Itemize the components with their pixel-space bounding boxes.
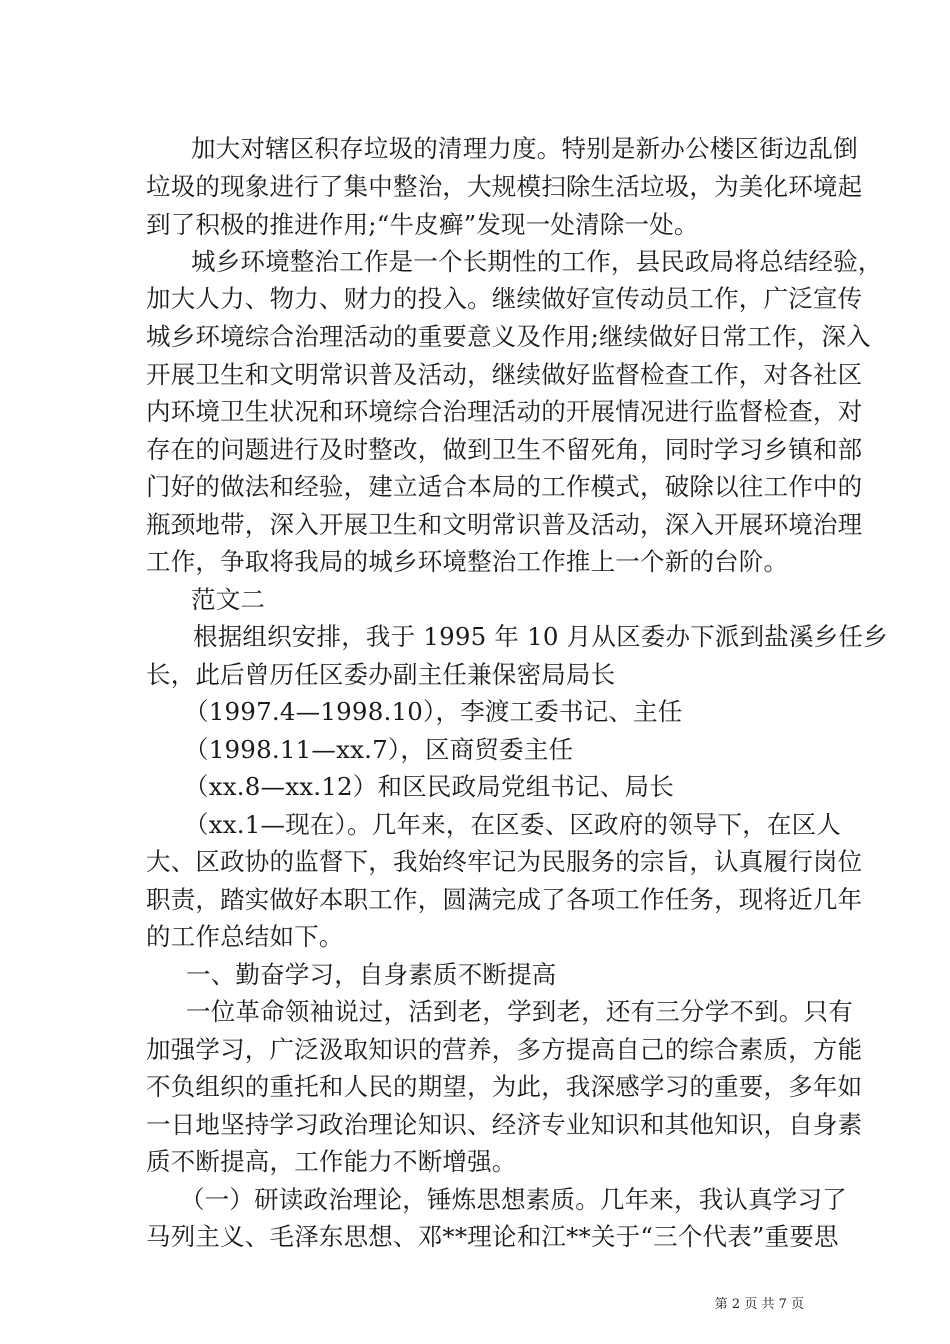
- text-line: 的工作总结如下。: [146, 922, 344, 951]
- text-line: （xx.8—xx.12）和区民政局党组书记、局长: [184, 772, 674, 801]
- text-line: （1998.11—xx.7），区商贸委主任: [184, 735, 574, 764]
- text-line: 垃圾的现象进行了集中整治，大规模扫除生活垃圾，为美化环境起: [146, 172, 863, 201]
- text-line: 加强学习，广泛汲取知识的营养，多方提高自己的综合素质，方能: [146, 1035, 863, 1064]
- text-line: 工作，争取将我局的城乡环境整治工作推上一个新的台阶。: [146, 547, 789, 576]
- text-line: 门好的做法和经验，建立适合本局的工作模式，破除以往工作中的: [146, 472, 863, 501]
- section-heading: 范文二: [191, 585, 266, 614]
- text-line: 开展卫生和文明常识普及活动，继续做好监督检查工作，对各社区: [146, 360, 863, 389]
- text-line: 到了积极的推进作用;“牛皮癣”发现一处清除一处。: [146, 210, 699, 239]
- text-line: 城乡环境综合治理活动的重要意义及作用;继续做好日常工作，深入: [146, 322, 871, 351]
- text-line: 职责，踏实做好本职工作，圆满完成了各项工作任务，现将近几年: [146, 885, 863, 914]
- text-line: （一）研读政治理论，锤炼思想素质。几年来，我认真学习了: [180, 1185, 847, 1214]
- text-line: 马列主义、毛泽东思想、邓**理论和江**关于“三个代表”重要思: [146, 1222, 839, 1251]
- text-line: 质不断提高，工作能力不断增强。: [146, 1147, 517, 1176]
- text-line: 瓶颈地带，深入开展卫生和文明常识普及活动，深入开展环境治理: [146, 510, 863, 539]
- text-line: 内环境卫生状况和环境综合治理活动的开展情况进行监督检查，对: [146, 397, 863, 426]
- text-line: 一日地坚持学习政治理论知识、经济专业知识和其他知识，自身素: [146, 1110, 863, 1139]
- text-line: 城乡环境整治工作是一个长期性的工作，县民政局将总结经验，: [191, 247, 883, 276]
- text-line: （1997.4—1998.10），李渡工委书记、主任: [184, 697, 683, 726]
- text-line: 存在的问题进行及时整改，做到卫生不留死角，同时学习乡镇和部: [146, 435, 863, 464]
- text-line: （xx.1—现在）。几年来，在区委、区政府的领导下，在区人: [184, 810, 842, 839]
- text-line: 长，此后曾历任区委办副主任兼保密局局长: [146, 660, 616, 689]
- text-line: 加大人力、物力、财力的投入。继续做好宣传动员工作，广泛宣传: [146, 284, 863, 313]
- page-number: 第 2 页 共 7 页: [714, 1297, 804, 1312]
- section-heading: 一、勤奋学习，自身素质不断提高: [186, 960, 557, 989]
- text-line: 大、区政协的监督下，我始终牢记为民服务的宗旨，认真履行岗位: [146, 847, 863, 876]
- text-line: 一位革命领袖说过，活到老，学到老，还有三分学不到。只有: [186, 997, 853, 1026]
- text-line: 根据组织安排，我于 1995 年 10 月从区委办下派到盐溪乡任乡: [193, 622, 888, 651]
- text-line: 加大对辖区积存垃圾的清理力度。特别是新办公楼区街边乱倒: [191, 134, 858, 163]
- text-line: 不负组织的重托和人民的期望，为此，我深感学习的重要，多年如: [146, 1072, 863, 1101]
